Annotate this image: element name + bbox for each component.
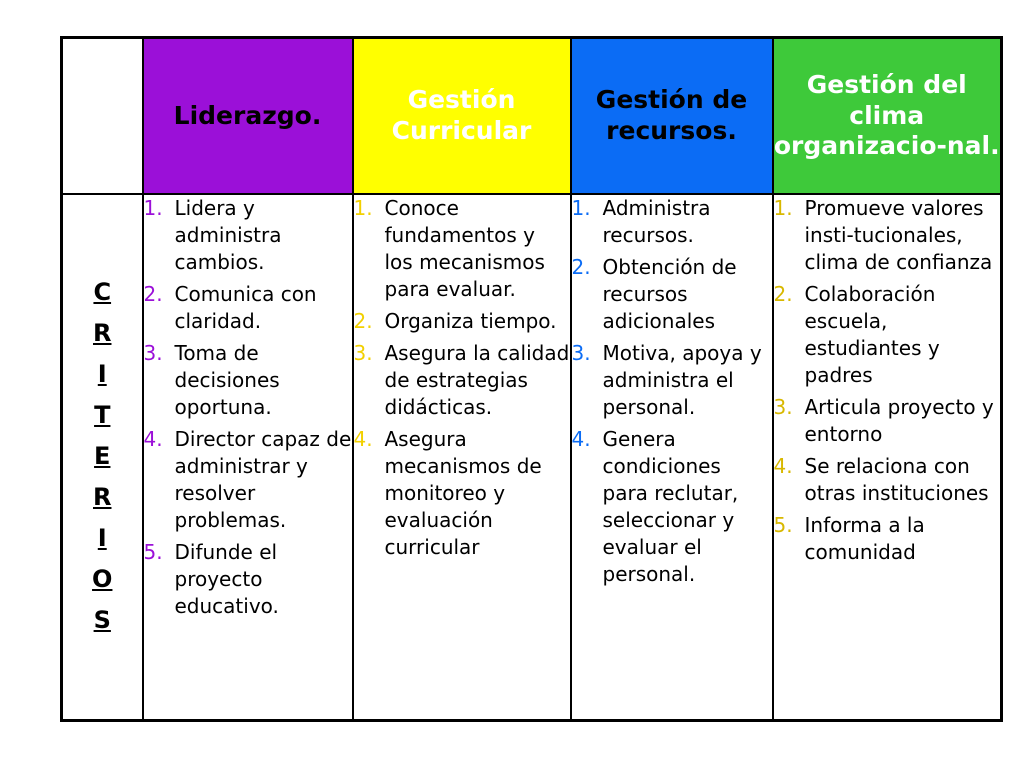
list-item [572,340,772,421]
list-item [144,340,352,421]
item-text: Genera condiciones para reclutar, seleccionar y evaluar el personal. [602,426,739,586]
list-item [774,512,1001,566]
item-text: Asegura la calidad de estrategias didácticas. [384,340,570,419]
item-number: 5. [773,512,793,537]
item-number: 1. [571,195,591,220]
corner-cell [62,38,143,194]
criterios-label-cell [62,194,143,721]
list-item [774,394,1001,448]
item-text: Se relaciona con otras instituciones [804,453,989,505]
item-number: 3. [571,340,591,365]
list-item [774,453,1001,507]
item-number: 2. [571,254,591,279]
criterios-letter: I [97,524,107,553]
list-item [572,254,772,335]
liderazgo-criteria-cell [143,194,353,721]
item-number: 5. [143,539,163,564]
list-item [354,426,570,561]
recursos-criteria-list [572,195,772,588]
list-item [144,281,352,335]
item-number: 4. [143,426,163,451]
list-item [144,195,352,276]
criterios-letter: O [92,565,113,594]
list-item [354,340,570,421]
header-gestion-recursos: Gestión de recursos. [571,38,773,194]
item-number: 3. [143,340,163,365]
criteria-row [62,194,1002,721]
item-text: Director capaz de administrar y resolver problemas. [174,426,352,532]
list-item [144,426,352,534]
item-text: Obtención de recursos adicionales [602,254,737,333]
criterios-letter: S [93,606,111,635]
criterios-letter: T [94,401,111,430]
item-number: 1. [353,195,373,220]
item-number: 2. [353,308,373,333]
item-text: Asegura mecanismos de monitoreo y evaluación curricular [384,426,542,559]
header-gestion-clima: Gestión del clima organizacio-nal. [773,38,1002,194]
criterios-vertical-label [92,272,112,641]
criterios-letter: C [93,278,112,307]
item-number: 4. [353,426,373,451]
item-number: 2. [143,281,163,306]
criterios-letter: R [93,319,112,348]
list-item [144,539,352,620]
criterios-letter: E [94,442,111,471]
curricular-criteria-cell [353,194,571,721]
list-item [572,426,772,588]
header-gestion-curricular: Gestión Curricular [353,38,571,194]
item-text: Difunde el proyecto educativo. [174,539,279,618]
list-item [354,308,570,335]
list-item [774,281,1001,389]
criterios-letter: I [97,360,107,389]
criterios-letter: R [93,483,112,512]
item-number: 1. [143,195,163,220]
recursos-criteria-cell [571,194,773,721]
item-number: 3. [773,394,793,419]
liderazgo-criteria-list [144,195,352,620]
item-text: Lidera y administra cambios. [174,195,282,274]
item-text: Administra recursos. [602,195,711,247]
item-text: Comunica con claridad. [174,281,317,333]
header-row [62,38,1002,194]
item-number: 4. [773,453,793,478]
item-text: Articula proyecto y entorno [804,394,994,446]
list-item [572,195,772,249]
header-liderazgo: Liderazgo. [143,38,353,194]
item-number: 4. [571,426,591,451]
item-text: Informa a la comunidad [804,512,925,564]
item-number: 3. [353,340,373,365]
item-text: Motiva, apoya y administra el personal. [602,340,762,419]
item-number: 2. [773,281,793,306]
list-item [774,195,1001,276]
criteria-table [60,36,1003,722]
item-number: 1. [773,195,793,220]
list-item [354,195,570,303]
item-text: Conoce fundamentos y los mecanismos para evaluar. [384,195,545,301]
clima-criteria-cell [773,194,1002,721]
curricular-criteria-list [354,195,570,561]
clima-criteria-list [774,195,1001,566]
item-text: Colaboración escuela, estudiantes y padres [804,281,940,387]
item-text: Organiza tiempo. [384,308,557,333]
item-text: Toma de decisiones oportuna. [174,340,280,419]
item-text: Promueve valores insti-tucionales, clima de confianza [804,195,993,274]
